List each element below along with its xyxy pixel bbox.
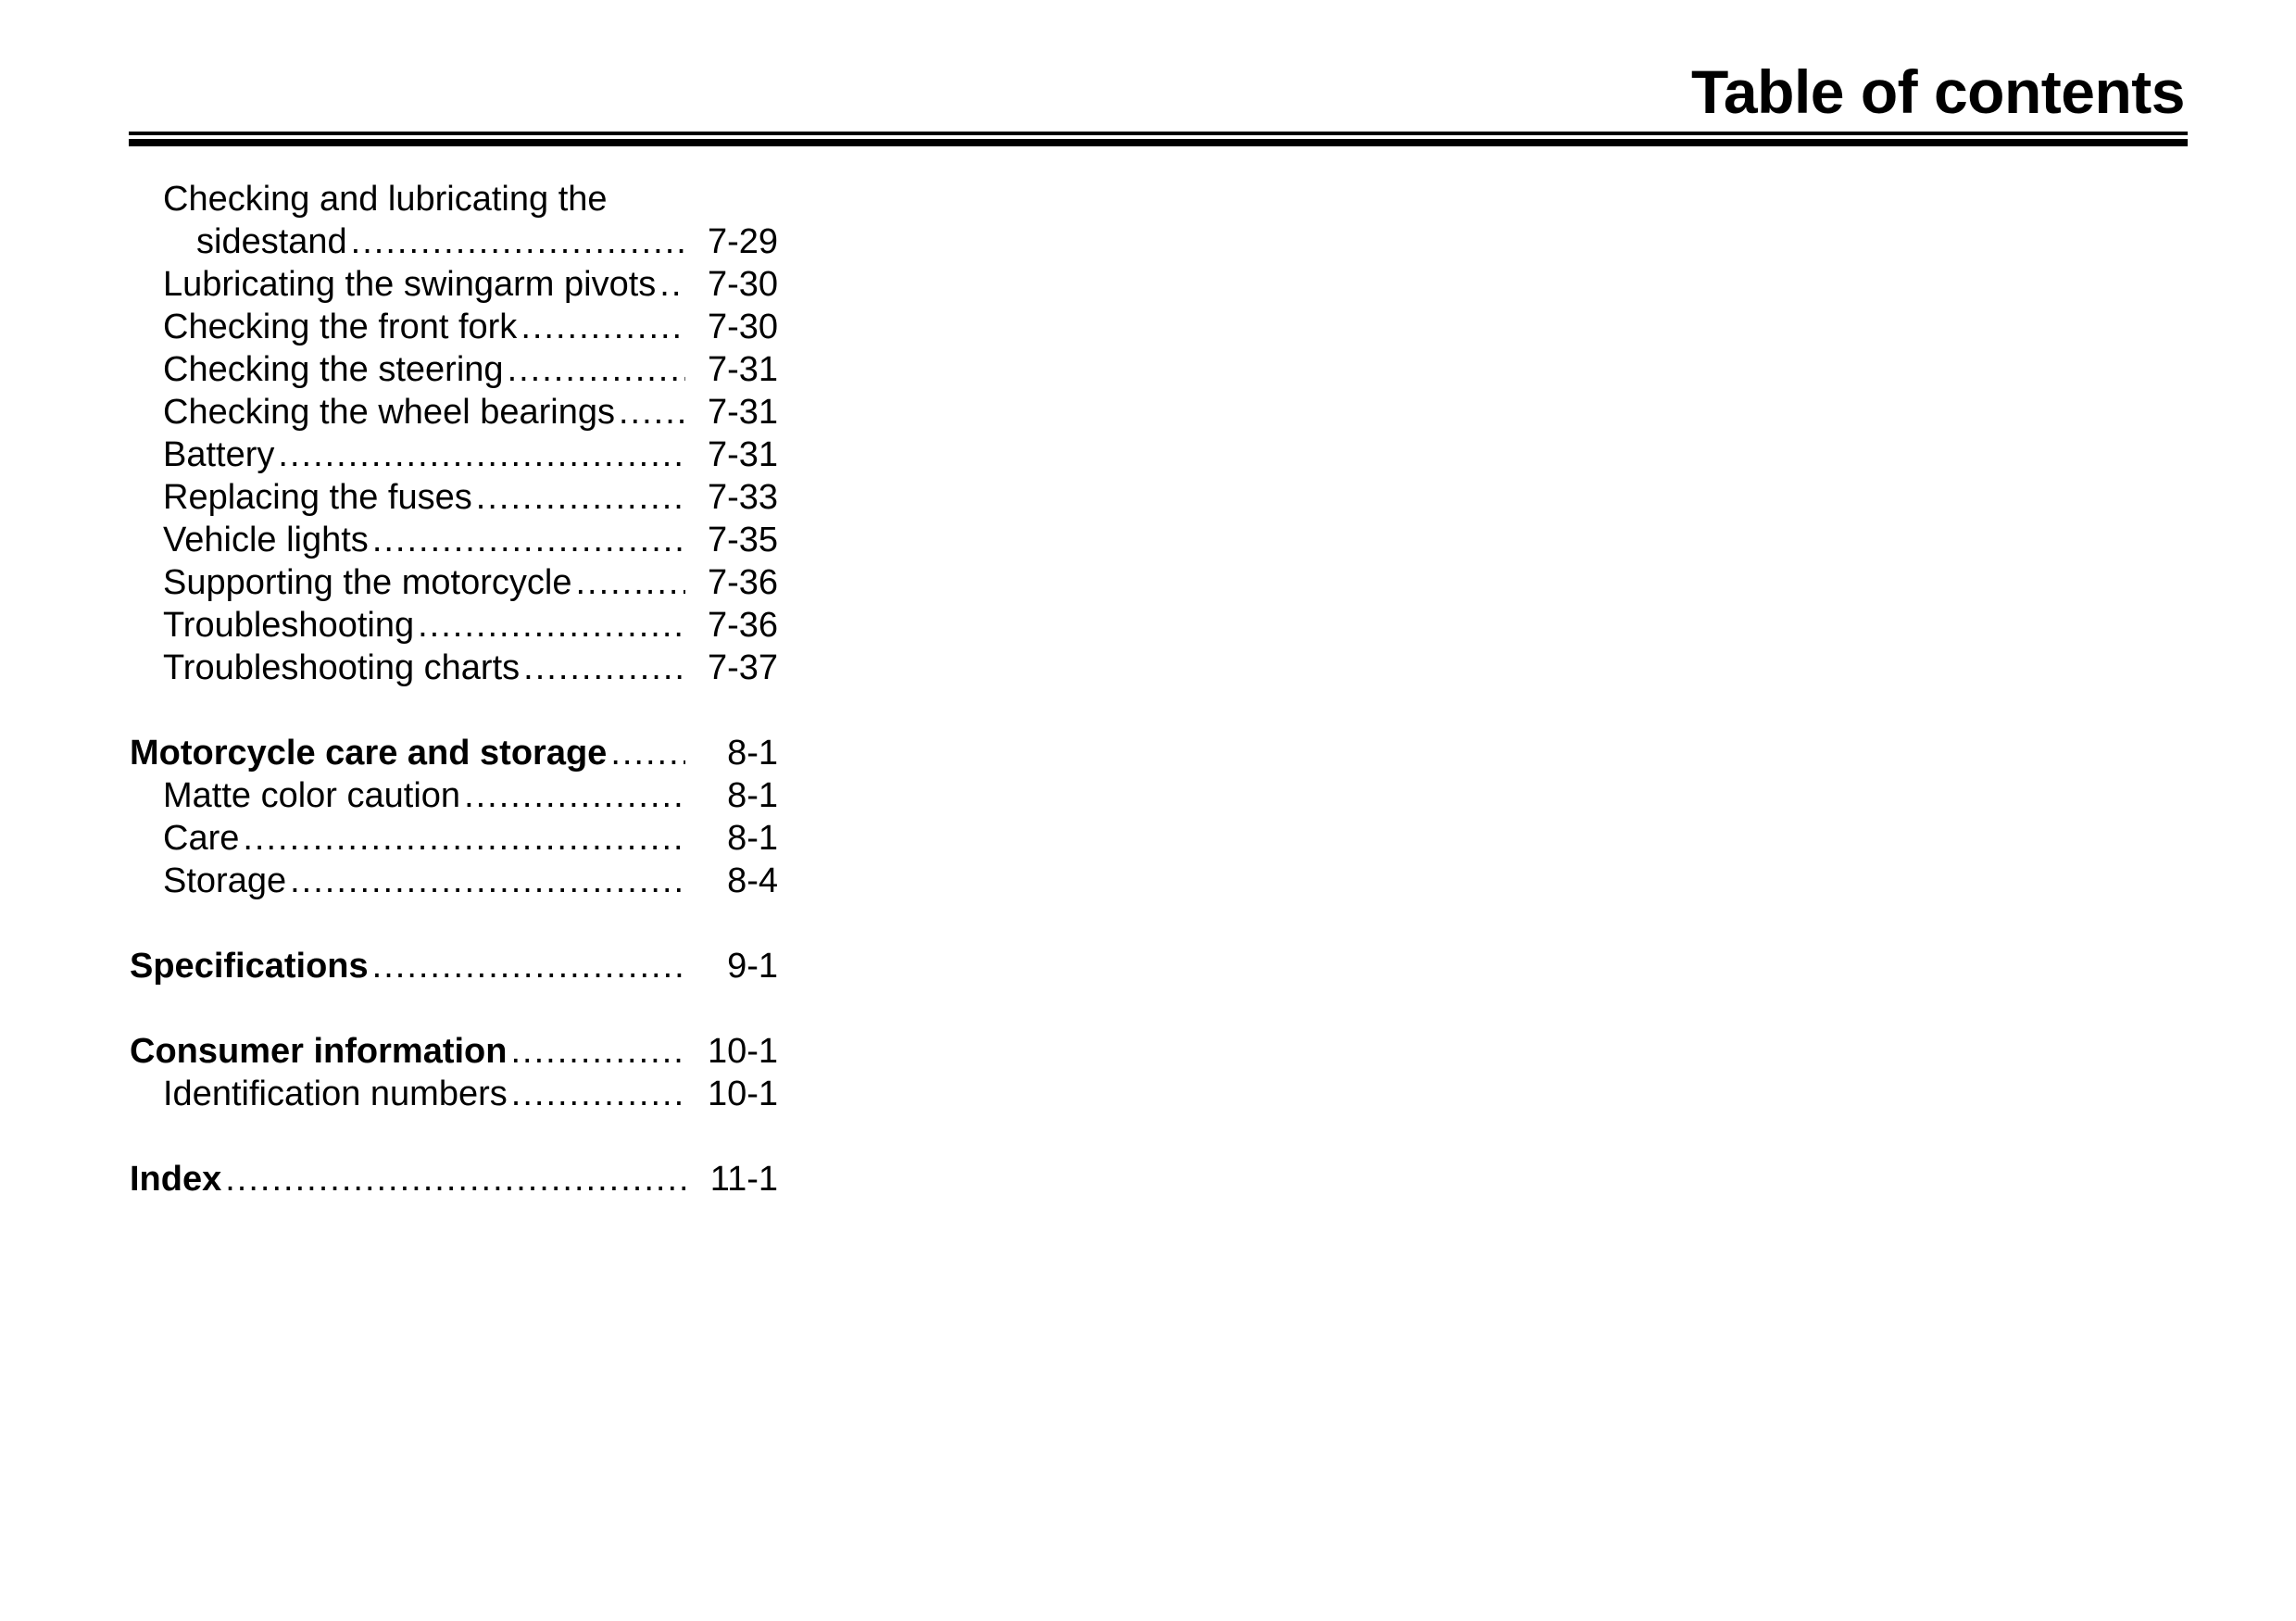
toc-entry-page: 10-1: [707, 1074, 778, 1113]
toc-entry-page: 7-30: [707, 265, 778, 304]
toc-entry-page: 7-29: [707, 222, 778, 261]
toc-entry-troubleshooting-charts[interactable]: [130, 647, 778, 689]
toc-entry-page: 7-31: [707, 393, 778, 432]
toc-entry-page: 9-1: [727, 947, 778, 986]
toc-entry-label: Troubleshooting charts: [163, 648, 521, 687]
toc-heading-label: Specifications: [130, 947, 369, 986]
toc-entry-label: Care: [163, 819, 240, 858]
toc-entry-battery[interactable]: [130, 434, 778, 476]
dot-leader: [476, 476, 685, 519]
toc-entry-page: 7-35: [707, 521, 778, 559]
dot-leader: [523, 647, 685, 689]
dot-leader: [278, 434, 685, 476]
dot-leader: [510, 1030, 685, 1073]
toc-heading-consumer-information[interactable]: [130, 1030, 778, 1073]
dot-leader: [659, 263, 685, 306]
dot-leader: [372, 945, 685, 987]
toc-entry-label: Replacing the fuses: [163, 478, 472, 517]
toc-section-7: [130, 178, 778, 689]
dot-leader: [521, 306, 685, 348]
toc-entry-page: 10-1: [707, 1032, 778, 1071]
toc-entry-page: 8-1: [727, 819, 778, 858]
toc-entry-identification-numbers[interactable]: [130, 1073, 778, 1115]
dot-leader: [225, 1158, 685, 1200]
toc-heading-specifications[interactable]: [130, 945, 778, 987]
toc-entry-label: Matte color caution: [163, 776, 461, 815]
toc-entry-fuses[interactable]: [130, 476, 778, 519]
toc-heading-label: Motorcycle care and storage: [130, 734, 608, 773]
toc-entry-matte-color[interactable]: [130, 774, 778, 817]
toc-entry-label: Lubricating the swingarm pivots: [163, 265, 657, 304]
dot-leader: [508, 348, 685, 391]
toc-entry-label: Supporting the motorcycle: [163, 563, 572, 602]
dot-leader: [351, 220, 685, 263]
dot-leader: [511, 1073, 685, 1115]
toc-entry-page: 8-1: [727, 734, 778, 773]
toc-entry-page: 7-30: [707, 308, 778, 346]
toc-entry-vehicle-lights[interactable]: [130, 519, 778, 561]
page-title: Table of contents: [1691, 57, 2185, 126]
header-rule-thick: [129, 139, 2188, 146]
dot-leader: [575, 561, 685, 604]
dot-leader: [418, 604, 685, 647]
toc-heading-index[interactable]: [130, 1158, 778, 1200]
dot-leader: [243, 817, 685, 860]
dot-leader: [610, 732, 685, 774]
toc-section-9: [130, 945, 778, 987]
toc-entry-care[interactable]: [130, 817, 778, 860]
toc-entry-label: Checking and lubricating the: [163, 180, 608, 219]
toc-entry-page: 8-1: [727, 776, 778, 815]
toc-entry-page: 8-4: [727, 861, 778, 900]
toc-entry-front-fork[interactable]: [130, 306, 778, 348]
dot-leader: [464, 774, 685, 817]
toc-entry-label: Checking the front fork: [163, 308, 518, 346]
toc-entry-page: 7-36: [707, 606, 778, 645]
toc-entry-page: 7-36: [707, 563, 778, 602]
toc-entry-page: 7-37: [707, 648, 778, 687]
toc-entry-label: Battery: [163, 435, 275, 474]
toc-entry-troubleshooting[interactable]: [130, 604, 778, 647]
toc-entry-sidestand[interactable]: [130, 220, 778, 263]
toc-entry-steering[interactable]: [130, 348, 778, 391]
toc-heading-label: Index: [130, 1160, 222, 1199]
dot-leader: [372, 519, 685, 561]
toc-entry-label: Troubleshooting: [163, 606, 415, 645]
toc-entry-page: 7-31: [707, 350, 778, 389]
toc-entry-storage[interactable]: [130, 860, 778, 902]
dot-leader: [290, 860, 685, 902]
dot-leader: [619, 391, 685, 434]
toc-entry-page: 7-31: [707, 435, 778, 474]
toc-entry-label: Vehicle lights: [163, 521, 369, 559]
toc-entry-wheel-bearings[interactable]: [130, 391, 778, 434]
toc-entry-label: Checking the steering: [163, 350, 504, 389]
toc-entry-label: sidestand: [196, 222, 347, 261]
toc-entry-swingarm-pivots[interactable]: [130, 263, 778, 306]
toc-entry-label: Identification numbers: [163, 1074, 508, 1113]
toc-heading-label: Consumer information: [130, 1032, 508, 1071]
toc-section-11: [130, 1158, 778, 1200]
toc-section-10: [130, 1030, 778, 1115]
toc-entry-label: Storage: [163, 861, 287, 900]
toc-section-8: [130, 732, 778, 902]
toc-heading-motorcycle-care[interactable]: [130, 732, 778, 774]
header-rule-thin: [129, 132, 2188, 135]
table-of-contents: [130, 178, 778, 1243]
toc-entry-label: Checking the wheel bearings: [163, 393, 615, 432]
toc-entry-page: 11-1: [709, 1160, 778, 1199]
toc-entry-supporting-motorcycle[interactable]: [130, 561, 778, 604]
toc-entry-page: 7-33: [707, 478, 778, 517]
